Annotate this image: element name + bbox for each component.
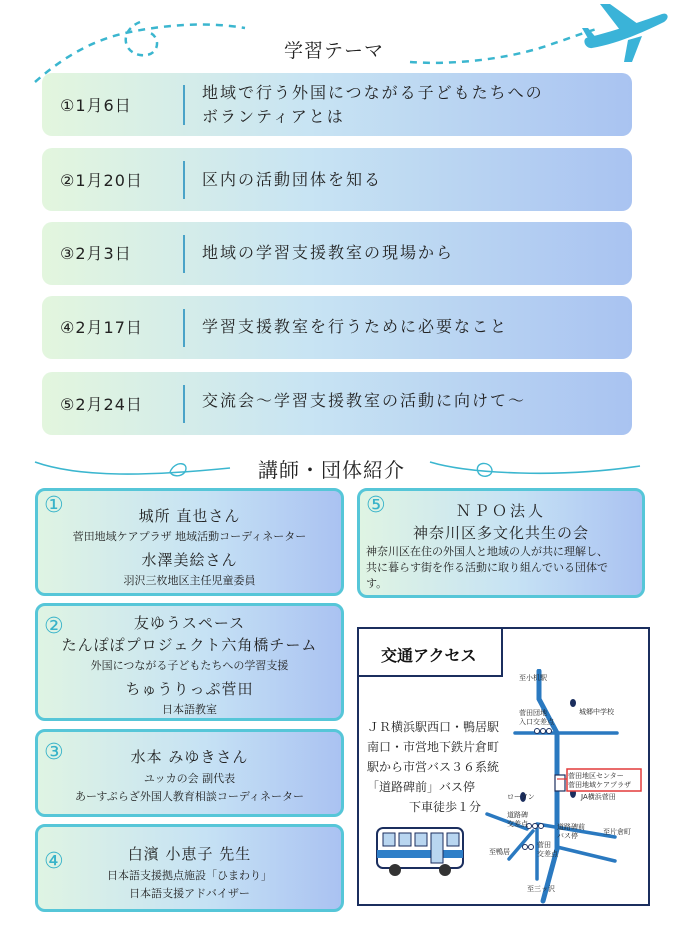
org-type: ＮＰＯ法人 bbox=[455, 502, 546, 520]
bus-icon bbox=[375, 824, 467, 880]
theme-date: ②1月20日 bbox=[60, 171, 143, 190]
lecturer-name: 水澤美絵さん bbox=[141, 551, 238, 569]
theme-row-4 bbox=[42, 296, 632, 359]
map-label-north: 至小机駅 bbox=[519, 674, 547, 682]
theme-text: 地域の学習支援教室の現場から bbox=[202, 243, 455, 262]
card-number: ⑤ bbox=[366, 493, 386, 518]
theme-text: 交流会～学習支援教室の活動に向けて～ bbox=[202, 391, 527, 410]
theme-date: ⑤2月24日 bbox=[60, 395, 143, 414]
lecturer-role: ユッカの会 副代表 bbox=[143, 772, 236, 785]
map-label-junction-top: 菅田団地 入口交差点 bbox=[519, 709, 554, 726]
desc-line: 神奈川区在住の外国人と地域の人が共に理解し、 bbox=[366, 545, 608, 558]
separator bbox=[183, 161, 185, 199]
theme-title: 学習テーマ bbox=[276, 36, 392, 63]
direction-line: 駅から市営バス３６系統 bbox=[367, 760, 500, 774]
lecturers-title: 講師・団体紹介 bbox=[250, 454, 413, 483]
theme-row-5 bbox=[42, 372, 632, 435]
lecturer-name: 水本 みゆきさん bbox=[130, 748, 249, 766]
theme-text-line1: 地域で行う外国につながる子どもたちへの bbox=[202, 83, 544, 102]
lecturer-role: 菅田地域ケアプラザ 地域活動コーディネーター bbox=[72, 530, 307, 543]
desc-line: す。 bbox=[366, 577, 388, 590]
theme-date: ①1月6日 bbox=[60, 96, 132, 115]
lecturer-name: 城所 直也さん bbox=[138, 507, 241, 525]
access-title: 交通アクセス bbox=[381, 646, 477, 665]
map-label-sugata: 菅田 交差点 bbox=[537, 841, 558, 858]
org-name: たんぽぽプロジェクト六角橋チーム bbox=[61, 636, 318, 654]
direction-line: 「道路碑前」バス停 bbox=[367, 780, 476, 794]
lecturer-card-2 bbox=[35, 603, 344, 721]
lecturer-card-5 bbox=[357, 488, 645, 598]
card-number: ③ bbox=[44, 740, 64, 765]
map-label-busstop: 道路碑前 バス停 bbox=[557, 823, 585, 840]
map-label-lawson: ローソン bbox=[507, 793, 535, 801]
separator bbox=[183, 85, 185, 125]
access-map bbox=[357, 627, 650, 906]
direction-line: ＪＲ横浜駅西口・鴨居駅 bbox=[367, 720, 500, 734]
theme-date: ③2月3日 bbox=[60, 244, 132, 263]
lecturer-name: 白濱 小恵子 先生 bbox=[127, 845, 252, 863]
card-number: ② bbox=[44, 614, 64, 639]
lecturer-role: 日本語支援拠点施設「ひまわり」 bbox=[107, 869, 272, 882]
lecturer-role: 羽沢三枚地区主任児童委員 bbox=[123, 574, 256, 587]
theme-text bbox=[202, 81, 544, 129]
lecturer-card-3 bbox=[35, 729, 344, 817]
org-role: 外国につながる子どもたちへの学習支援 bbox=[90, 659, 289, 672]
map-label-center1: 菅田地区センター bbox=[568, 772, 624, 780]
map-label-katakura: 至片倉町 bbox=[603, 828, 631, 836]
map-label-center2: 菅田地域ケアプラザ bbox=[568, 781, 631, 789]
separator bbox=[183, 309, 185, 347]
lecturer-card-1 bbox=[35, 488, 344, 596]
org-name: 神奈川区多文化共生の会 bbox=[412, 524, 589, 542]
lecturer-card-4 bbox=[35, 824, 344, 912]
org-name: ちゅうりっぷ菅田 bbox=[125, 680, 254, 698]
card-number: ④ bbox=[44, 849, 64, 874]
map-label-cross1: 道路碑 交差点 bbox=[507, 811, 528, 828]
org-role: 日本語教室 bbox=[162, 703, 217, 716]
separator bbox=[183, 385, 185, 423]
direction-line: 下車徒歩１分 bbox=[409, 800, 482, 814]
theme-text: 学習支援教室を行うために必要なこと bbox=[202, 317, 509, 336]
org-name: 友ゆうスペース bbox=[133, 614, 246, 632]
direction-line: 南口・市営地下鉄片倉町 bbox=[367, 740, 500, 754]
map-label-mitsuzawa: 至三ッ沢 bbox=[527, 885, 555, 893]
desc-line: 共に暮らす街を作る活動に取り組んでいる団体で bbox=[366, 561, 608, 574]
map-label-ja: JA横浜菅田 bbox=[581, 793, 616, 801]
theme-text: 区内の活動団体を知る bbox=[202, 170, 383, 189]
org-description bbox=[366, 544, 608, 592]
theme-row-3 bbox=[42, 222, 632, 285]
map-label-kamoi: 至鴨居 bbox=[489, 848, 510, 856]
airplane-icon bbox=[580, 2, 670, 64]
card-number: ① bbox=[44, 493, 64, 518]
lecturer-role: 日本語支援アドバイザー bbox=[129, 887, 250, 900]
theme-date: ④2月17日 bbox=[60, 318, 143, 337]
map-label-school: 城郷中学校 bbox=[579, 708, 614, 716]
theme-row-1 bbox=[42, 73, 632, 136]
lecturer-role: あーすぷらざ外国人教育相談コーディネーター bbox=[74, 790, 305, 803]
theme-row-2 bbox=[42, 148, 632, 211]
separator bbox=[183, 235, 185, 273]
theme-text-line2: ボランティアとは bbox=[202, 107, 345, 126]
